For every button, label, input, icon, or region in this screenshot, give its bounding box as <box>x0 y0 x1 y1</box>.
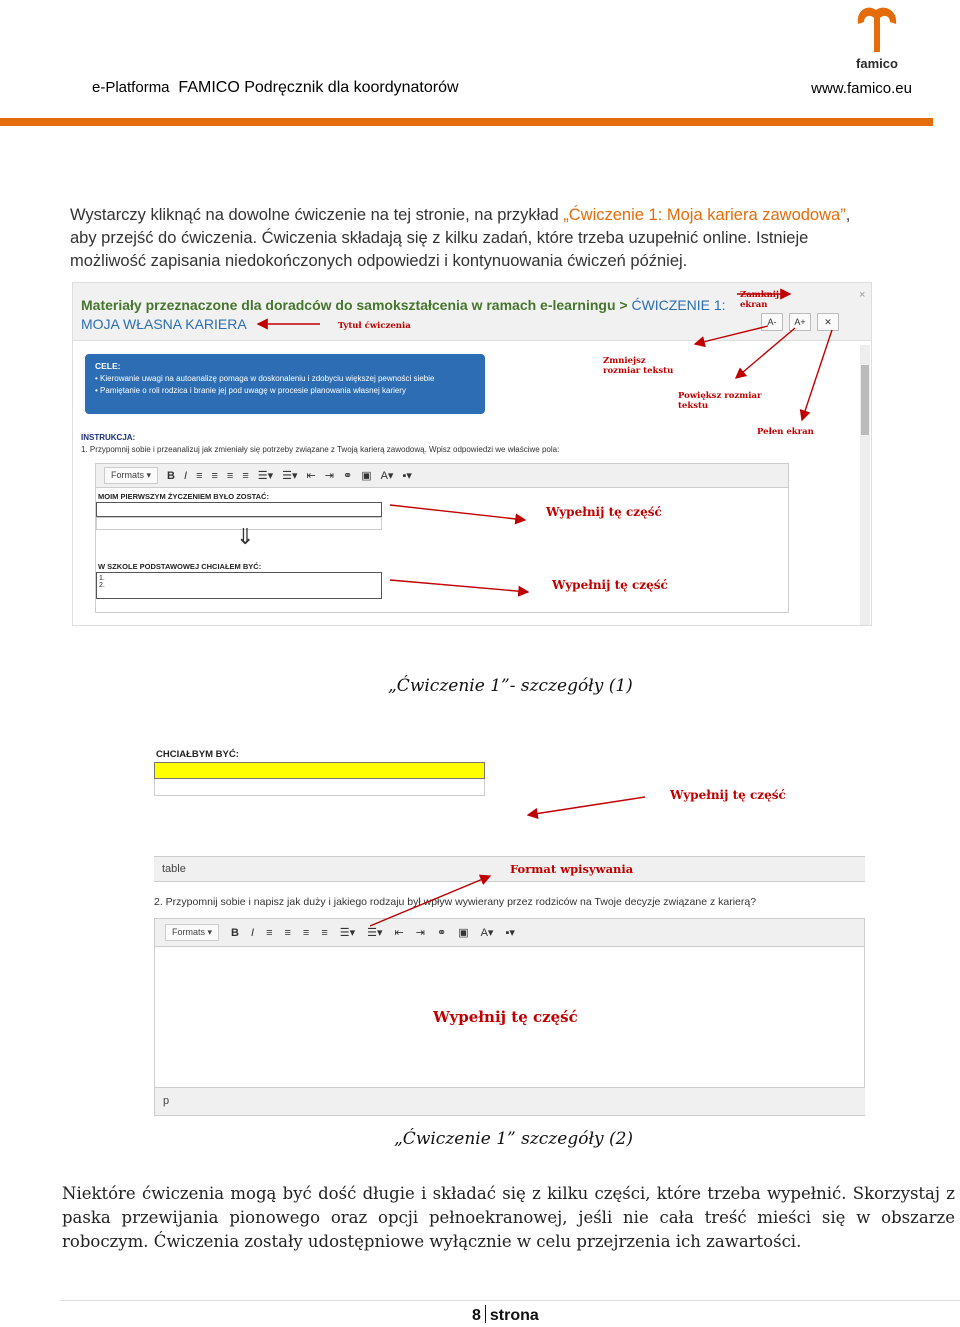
goals-title: CELE: <box>95 361 121 371</box>
justify-icon[interactable]: ≡ <box>242 469 249 482</box>
annotation-full-screen: Pełen ekran <box>757 427 814 437</box>
goal-text: Pamiętanie o roli rodzica i branie jej pod uwagę w procesie planowania własnej kariery <box>100 386 406 395</box>
vertical-scrollbar[interactable] <box>860 345 870 625</box>
align-left-icon[interactable]: ≡ <box>266 926 273 939</box>
footer-separator <box>485 1305 486 1323</box>
align-center-icon[interactable]: ≡ <box>284 926 291 939</box>
instruction-title: INSTRUKCJA: <box>81 433 136 442</box>
more-icon[interactable]: ▪▾ <box>505 927 515 939</box>
arrow-down-icon: ⇓ <box>236 524 255 549</box>
editor-status-bar-2: p <box>155 1087 865 1115</box>
increase-font-button[interactable]: A+ <box>789 313 811 331</box>
formats-label: Formats <box>172 927 206 937</box>
link-icon[interactable]: ⚭ <box>342 470 353 482</box>
more-icon[interactable]: ▪▾ <box>402 470 412 482</box>
school-line-2: 2. <box>99 582 105 589</box>
editor-status-bar: table <box>154 856 865 882</box>
annotation-close-screen: Zamknij ekran <box>740 290 780 310</box>
outdent-icon[interactable]: ⇤ <box>306 470 316 482</box>
bold-icon[interactable]: B <box>231 926 239 939</box>
intro-highlight: „Ćwiczenie 1: Moja kariera zawodowa” <box>563 206 846 224</box>
annotation-fill-3: Wypełnij tę część <box>670 788 786 802</box>
annotation-format: Format wpisywania <box>510 862 634 876</box>
formats-dropdown[interactable]: Formats ▾ <box>104 467 158 484</box>
logo-text: famico <box>856 56 898 71</box>
formats-dropdown[interactable]: Formats ▾ <box>165 924 219 941</box>
decrease-font-button[interactable]: A- <box>761 313 783 331</box>
page-number: 8 <box>472 1307 481 1324</box>
annotation-larger-text: Powiększ rozmiar tekstu <box>678 391 762 411</box>
goal-item: • Kierowanie uwagi na autoanalizę pomaga w doskonaleniu i zdobyciu większej pewności siebie <box>95 374 435 383</box>
header-divider <box>0 118 933 126</box>
instruction-text: 1. Przypomnij sobie i przeanalizuj jak zmieniały się potrzeby związane z Twoją karierą zawodową. Wpisz odpowiedzi we właściwe pola: <box>81 445 560 454</box>
annotation-fill-1: Wypełnij tę część <box>546 505 662 519</box>
annotation-fill-2: Wypełnij tę część <box>552 578 668 592</box>
annotation-fill-4: Wypełnij tę część <box>433 1008 578 1026</box>
bullet-list-icon[interactable]: ☰▾ <box>257 470 274 482</box>
image-icon[interactable]: ▣ <box>361 470 372 482</box>
link-icon[interactable]: ⚭ <box>436 927 447 939</box>
goal-text: Kierowanie uwagi na autoanalizę pomaga w doskonaleniu i zdobyciu większej pewności siebie <box>100 374 435 383</box>
numbered-list-icon[interactable]: ☰▾ <box>282 470 298 482</box>
manual-title: FAMICO Podręcznik dla koordynatorów <box>178 79 459 96</box>
text-color-icon[interactable]: A▾ <box>380 470 394 482</box>
field-label-first-wish: MOIM PIERWSZYM ŻYCZENIEM BYŁO ZOSTAĆ: <box>98 492 269 501</box>
caption-1: „Ćwiczenie 1”- szczegóły (1) <box>388 676 633 696</box>
bullet-list-icon[interactable]: ☰▾ <box>339 927 356 939</box>
annotation-smaller-text: Zmniejsz rozmiar tekstu <box>603 356 674 376</box>
school-line-1: 1. <box>99 575 105 582</box>
intro-paragraph <box>70 204 876 273</box>
bold-icon[interactable]: B <box>167 469 175 482</box>
want-to-be-input[interactable] <box>154 762 485 779</box>
page-word: strona <box>489 1307 539 1324</box>
scrollbar-thumb[interactable] <box>861 365 869 435</box>
website-link[interactable]: www.famico.eu <box>811 80 912 97</box>
footer-divider <box>60 1300 960 1301</box>
rich-text-editor[interactable] <box>95 463 789 613</box>
outdent-icon[interactable]: ⇤ <box>394 927 404 939</box>
editor-toolbar-2 <box>155 919 864 947</box>
formats-label: Formats <box>111 470 145 480</box>
image-icon[interactable]: ▣ <box>458 927 469 939</box>
want-to-be-input-row[interactable] <box>154 779 485 796</box>
italic-icon[interactable]: I <box>184 469 188 482</box>
indent-icon[interactable]: ⇥ <box>415 927 425 939</box>
goals-box <box>85 354 485 414</box>
body-paragraph: Niektóre ćwiczenia mogą być dość długie i składać się z kilku części, które trzeba wypełnić. Skorzystaj z paska przewijania pionowego oraz opcji pełnoekranowej, jeśli nie cała treść mieści się w obszarze roboczym. Ćwiczenia zostały udostępniowe wyłącznie w celu przejrzenia ich zawartości. <box>62 1184 955 1251</box>
italic-icon[interactable]: I <box>251 926 255 939</box>
page-footer <box>472 1305 539 1325</box>
caption-2: „Ćwiczenie 1” szczegóły (2) <box>394 1129 634 1149</box>
fullscreen-button[interactable]: ✕ <box>817 313 839 331</box>
breadcrumb[interactable] <box>81 297 726 313</box>
close-icon[interactable]: × <box>859 289 866 301</box>
intro-text-2: , aby przejść do ćwiczenia. Ćwiczenia składają się z kilku zadań, które trzeba uzupełnić online. Istnieje możliwość zapisania niedokończonych odpowiedzi i kontynuowania ćwiczeń później. <box>70 206 851 270</box>
exercise-screenshot-1 <box>72 282 872 626</box>
breadcrumb-exercise: ĆWICZENIE 1: <box>631 297 726 313</box>
align-left-icon[interactable]: ≡ <box>196 469 203 482</box>
goal-item: • Pamiętanie o roli rodzica i branie jej pod uwagę w procesie planowania własnej kariery <box>95 386 406 395</box>
first-wish-input[interactable] <box>96 502 382 517</box>
align-right-icon[interactable]: ≡ <box>226 469 234 482</box>
question-2: 2. Przypomnij sobie i napisz jak duży i jakiego rodzaju był wpływ wywierany przez rodziców na Twoje decyzje związane z karierą? <box>154 896 757 908</box>
align-right-icon[interactable]: ≡ <box>302 926 310 939</box>
indent-icon[interactable]: ⇥ <box>324 470 334 482</box>
header-title <box>92 79 459 97</box>
editor-toolbar <box>96 464 788 488</box>
justify-icon[interactable]: ≡ <box>321 926 328 939</box>
align-center-icon[interactable]: ≡ <box>211 469 218 482</box>
numbered-list-icon[interactable]: ☰▾ <box>367 927 383 939</box>
platform-prefix: e-Platforma <box>92 79 170 96</box>
text-color-icon[interactable]: A▾ <box>480 927 494 939</box>
exercise-title: MOJA WŁASNA KARIERA <box>81 316 247 332</box>
annotation-title: Tytuł ćwiczenia <box>338 321 411 331</box>
intro-text-1: Wystarczy kliknąć na dowolne ćwiczenie na tej stronie, na przykład <box>70 206 564 224</box>
school-input[interactable] <box>96 572 382 599</box>
famico-logo <box>846 2 908 72</box>
field-label-want-to-be: CHCIAŁBYM BYĆ: <box>156 749 239 760</box>
breadcrumb-path: Materiały przeznaczone dla doradców do samokształcenia w ramach e-learningu > <box>81 297 628 313</box>
field-label-school: W SZKOLE PODSTAWOWEJ CHCIAŁEM BYĆ: <box>98 562 262 571</box>
